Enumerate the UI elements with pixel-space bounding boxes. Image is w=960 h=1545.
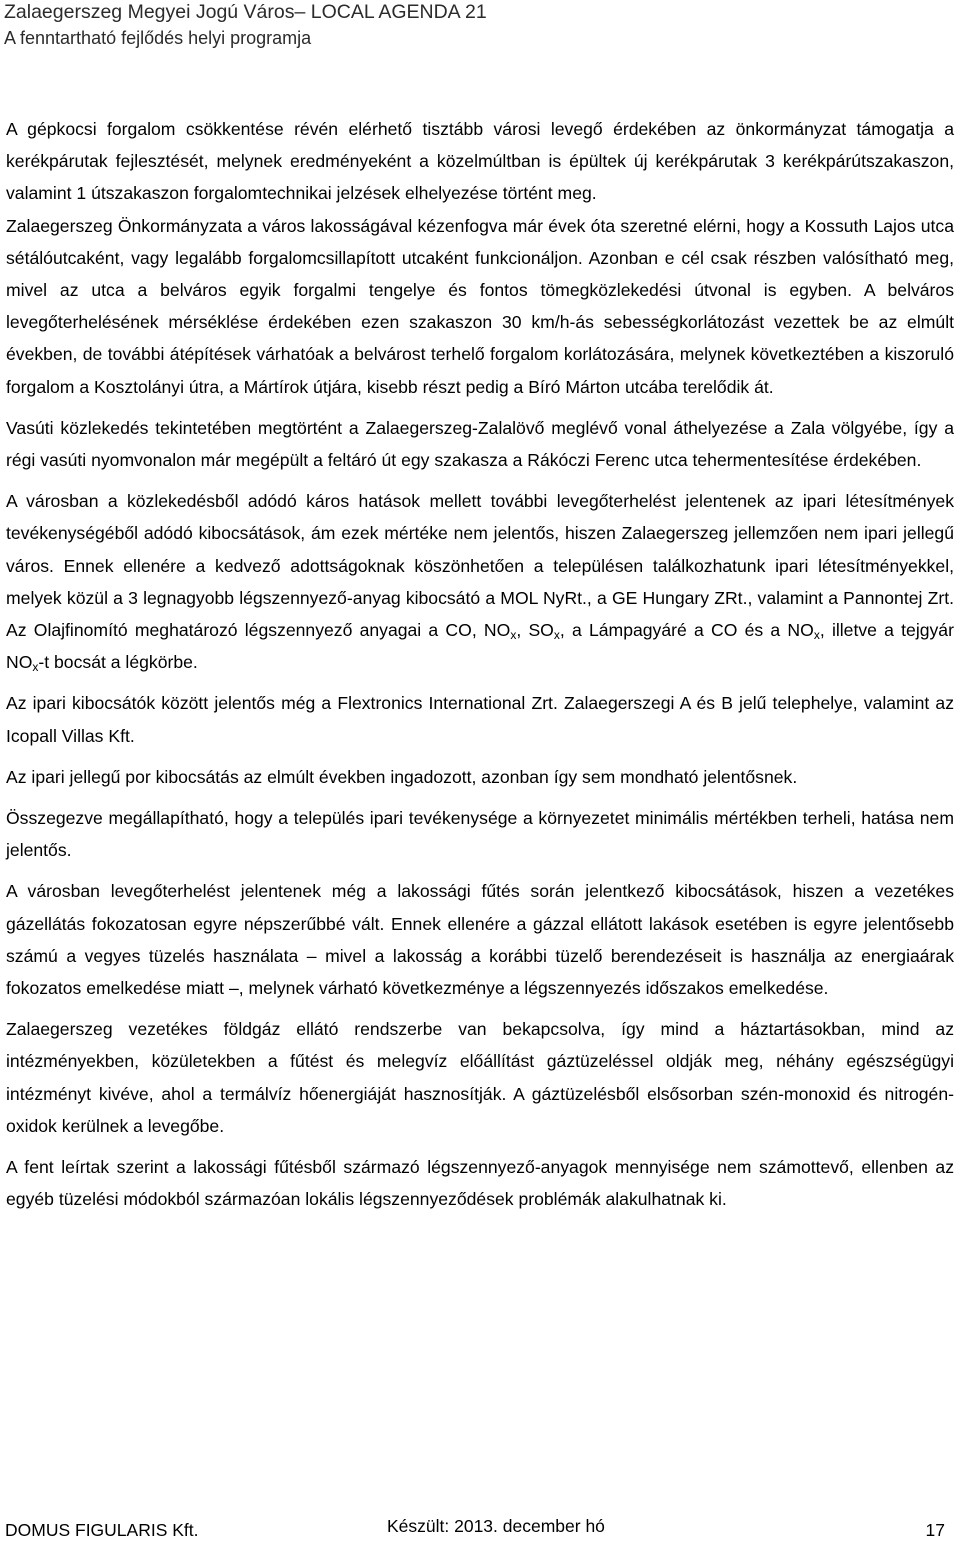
header-subtitle: A fenntartható fejlődés helyi programja	[4, 28, 312, 48]
subscript: x	[813, 628, 820, 643]
paragraph-summary: Összegezve megállapítható, hogy a település ipari tevékenysége a környezetet minimális mértékben terheli, hatása nem jelentős.	[6, 808, 954, 861]
text-fragment: -t bocsát a légkörbe.	[38, 652, 198, 673]
paragraph-industrial-emissions	[6, 485, 954, 678]
text-fragment: A városban a közlekedésből adódó káros hatások mellett további levegőterhelést jelentenek az ipari létesítmények tevékenységéből adódó kibocsátások, ám ezek mértéke nem jelentős, hiszen Zalaegerszeg jellemzően nem ipari jellegű város. Ennek ellenére a kedvező adottságoknak köszönhetően a településen találkozhatunk ipari létesítményekkel, melyek közül a 3 legnagyobb légszennyező-anyag kibocsátó a MOL NyRt., a GE Hungary ZRt., valamint a Pannontej Zrt. Az Olajfinomító meghatározó légszennyező anyagai a CO, NO	[6, 491, 954, 641]
footer-company: DOMUS FIGULARIS Kft.	[5, 1520, 199, 1540]
paragraph-industrial-dust: Az ipari jellegű por kibocsátás az elmúlt években ingadozott, azonban így sem mondható jelentősnek.	[6, 766, 798, 787]
subscript: x	[510, 628, 517, 643]
page-footer	[5, 1517, 945, 1543]
paragraph-residential-heating: A városban levegőterhelést jelentenek még a lakossági fűtés során jelentkező kibocsátások, hiszen a vezetékes gázellátás fokozatosan egyre népszerűbbé vált. Ennek ellenére a gázzal ellátott lakások esetében is egyre jelentősebb számú a vegyes tüzelés használata – mivel a lakosság a korábbi tüzelő berendezéseit is használja az energiaárak fokozatos emelkedése miatt –, melynek várható következménye a légszennyezés időszakos emelkedése.	[6, 881, 954, 999]
text-fragment: , a Lámpagyáré a CO és a NO	[559, 620, 814, 641]
page-number: 17	[925, 1520, 945, 1540]
paragraph-industrial-emitters: Az ipari kibocsátók között jelentős még a Flextronics International Zrt. Zalaegerszegi A és B jelű telephelye, valamint az Icopall Villas Kft.	[6, 693, 954, 746]
paragraph-bicycle-roads: A gépkocsi forgalom csökkentése révén elérhető tisztább városi levegő érdekében az önkormányzat támogatja a kerékpárutak fejlesztését, melynek eredményeként a közelmúltban is épültek új kerékpárutak 3 kerékpárútszakaszon, valamint 1 útszakaszon forgalomtechnikai jelzések elhelyezése történt meg.	[6, 119, 954, 204]
paragraph-kossuth-street: Zalaegerszeg Önkormányzata a város lakosságával kézenfogva már évek óta szeretné elérni, hogy a Kossuth Lajos utca sétálóutcaként, vagy legalább forgalomcsillapított utcaként funkcionáljon. Azonban e cél csak részben valósítható meg, mivel az utca a belváros egyik forgalmi tengelye és fontos tömegközlekedési útvonal is egyben. A belváros levegőterhelésének mérséklése érdekében ezen szakaszon 30 km/h-ás sebességkorlátozást vezettek be az elmúlt években, de további átépítések várhatóak a belvárost terhelő forgalom korlátozására, melynek következtében a kiszoruló forgalom a Kosztolányi útra, a Mártírok útjára, kisebb részt pedig a Bíró Márton utcába terelődik át.	[6, 215, 954, 397]
text-fragment: , SO	[516, 620, 554, 641]
subscript: x	[32, 660, 39, 675]
document-body	[6, 113, 954, 1225]
paragraph-conclusion: A fent leírtak szerint a lakossági fűtésből származó légszennyező-anyagok mennyisége nem számottevő, ellenben az egyéb tüzelési módokból származóan lokális légszennyeződések problémák alakulhatnak ki.	[6, 1157, 954, 1210]
subscript: x	[553, 628, 560, 643]
text-fragment: , illetve a tejgyár NO	[6, 620, 954, 673]
paragraph-railway: Vasúti közlekedés tekintetében megtörtént a Zalaegerszeg-Zalalövő meglévő vonal áthelyezése a Zala völgyébe, így a régi vasúti nyomvonalon már megépült a feltáró út egy szakasza a Rákóczi Ferenc utca tehermentesítése érdekében.	[6, 417, 954, 471]
header-title: Zalaegerszeg Megyei Jogú Város– LOCAL AGENDA 21	[4, 1, 487, 23]
paragraph-gas-network: Zalaegerszeg vezetékes földgáz ellátó rendszerbe van bekapcsolva, így mind a háztartásokban, mind az intézményekben, közületekben a fűtést és melegvíz előállítást gáztüzeléssel oldják meg, néhány egészségügyi intézményt kivéve, ahol a termálvíz hőenergiáját hasznosítják. A gáztüzelésből elsősorban szén-monoxid és nitrogén-oxidok kerülnek a levegőbe.	[6, 1019, 954, 1136]
footer-date: Készült: 2013. december hó	[387, 1516, 605, 1536]
running-header	[4, 0, 944, 53]
